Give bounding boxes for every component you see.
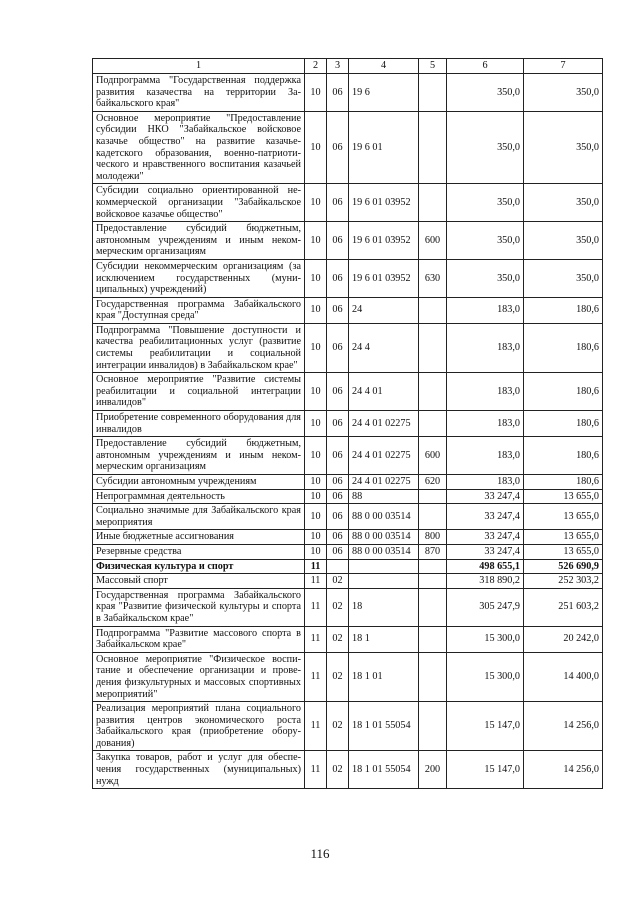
row-amount-year1: 33 247,4 bbox=[447, 530, 524, 545]
row-expense-type bbox=[419, 574, 447, 589]
row-amount-year1: 498 655,1 bbox=[447, 559, 524, 574]
row-target-article: 24 bbox=[349, 297, 419, 323]
row-name: Реализация мероприятий плана социального развития центров экономического роста Забайкальского края (приобретение оборудования) bbox=[93, 702, 305, 751]
row-expense-type: 630 bbox=[419, 259, 447, 297]
row-expense-type bbox=[419, 184, 447, 222]
row-amount-year2: 20 242,0 bbox=[524, 626, 603, 652]
row-section: 11 bbox=[305, 751, 327, 789]
table-row bbox=[93, 259, 603, 297]
row-target-article: 24 4 01 02275 bbox=[349, 437, 419, 475]
row-amount-year1: 350,0 bbox=[447, 222, 524, 260]
page-number: 116 bbox=[310, 846, 330, 861]
row-amount-year2: 350,0 bbox=[524, 259, 603, 297]
row-expense-type: 600 bbox=[419, 222, 447, 260]
row-section: 10 bbox=[305, 437, 327, 475]
row-amount-year1: 183,0 bbox=[447, 437, 524, 475]
table-row bbox=[93, 530, 603, 545]
row-expense-type: 600 bbox=[419, 437, 447, 475]
row-subsection: 06 bbox=[327, 475, 349, 490]
row-subsection: 06 bbox=[327, 411, 349, 437]
row-amount-year2: 350,0 bbox=[524, 222, 603, 260]
row-subsection: 02 bbox=[327, 574, 349, 589]
row-expense-type bbox=[419, 504, 447, 530]
row-subsection: 06 bbox=[327, 297, 349, 323]
row-target-article: 88 0 00 03514 bbox=[349, 504, 419, 530]
table-row bbox=[93, 504, 603, 530]
row-expense-type: 870 bbox=[419, 544, 447, 559]
row-target-article: 24 4 01 02275 bbox=[349, 475, 419, 490]
row-target-article: 88 0 00 03514 bbox=[349, 530, 419, 545]
row-section: 10 bbox=[305, 475, 327, 490]
row-section: 10 bbox=[305, 74, 327, 112]
row-subsection: 06 bbox=[327, 74, 349, 112]
budget-table bbox=[92, 58, 603, 789]
row-subsection: 06 bbox=[327, 530, 349, 545]
row-amount-year2: 180,6 bbox=[524, 323, 603, 372]
row-target-article: 19 6 01 03952 bbox=[349, 222, 419, 260]
row-amount-year1: 305 247,9 bbox=[447, 588, 524, 626]
row-expense-type bbox=[419, 652, 447, 701]
table-row bbox=[93, 222, 603, 260]
row-amount-year2: 13 655,0 bbox=[524, 504, 603, 530]
row-target-article: 18 1 01 55054 bbox=[349, 751, 419, 789]
table-row bbox=[93, 111, 603, 184]
row-name: Субсидии автономным учреждениям bbox=[93, 475, 305, 490]
row-amount-year2: 13 655,0 bbox=[524, 530, 603, 545]
row-amount-year1: 183,0 bbox=[447, 323, 524, 372]
row-expense-type: 200 bbox=[419, 751, 447, 789]
row-section: 11 bbox=[305, 559, 327, 574]
row-target-article: 24 4 01 02275 bbox=[349, 411, 419, 437]
row-target-article: 19 6 01 03952 bbox=[349, 184, 419, 222]
row-name: Основное мероприятие "Физическое воспитание и обеспечение организации и проведения физкультурных и массовых спортивных мероприятий" bbox=[93, 652, 305, 701]
row-amount-year2: 526 690,9 bbox=[524, 559, 603, 574]
row-expense-type bbox=[419, 297, 447, 323]
row-name: Иные бюджетные ассигнования bbox=[93, 530, 305, 545]
row-amount-year2: 180,6 bbox=[524, 437, 603, 475]
row-target-article: 88 0 00 03514 bbox=[349, 544, 419, 559]
row-name: Массовый спорт bbox=[93, 574, 305, 589]
row-name: Подпрограмма "Развитие массового спорта в Забайкальском крае" bbox=[93, 626, 305, 652]
row-subsection: 06 bbox=[327, 544, 349, 559]
row-amount-year1: 350,0 bbox=[447, 74, 524, 112]
row-section: 10 bbox=[305, 184, 327, 222]
header-cell: 6 bbox=[447, 59, 524, 74]
row-amount-year1: 183,0 bbox=[447, 411, 524, 437]
row-target-article: 19 6 01 bbox=[349, 111, 419, 184]
table-row bbox=[93, 574, 603, 589]
table-row bbox=[93, 652, 603, 701]
row-section: 10 bbox=[305, 504, 327, 530]
row-expense-type bbox=[419, 559, 447, 574]
row-section: 10 bbox=[305, 297, 327, 323]
row-amount-year2: 350,0 bbox=[524, 111, 603, 184]
header-cell: 1 bbox=[93, 59, 305, 74]
row-amount-year2: 13 655,0 bbox=[524, 489, 603, 504]
row-name: Субсидии социально ориентированной некоммерческой организации "Забайкальское войсковое казачье общество" bbox=[93, 184, 305, 222]
row-amount-year1: 350,0 bbox=[447, 259, 524, 297]
row-expense-type: 800 bbox=[419, 530, 447, 545]
row-subsection: 06 bbox=[327, 111, 349, 184]
row-name: Основное мероприятие "Развитие системы реабилитации и социальной интеграции инвалидов" bbox=[93, 373, 305, 411]
row-subsection: 06 bbox=[327, 184, 349, 222]
row-target-article: 18 1 bbox=[349, 626, 419, 652]
row-target-article: 18 1 01 55054 bbox=[349, 702, 419, 751]
row-amount-year1: 15 147,0 bbox=[447, 702, 524, 751]
table-row bbox=[93, 588, 603, 626]
row-target-article: 24 4 01 bbox=[349, 373, 419, 411]
row-name: Предоставление субсидий бюджетным, автономным учреждениям и иным некоммерческим организациям bbox=[93, 222, 305, 260]
table-row bbox=[93, 411, 603, 437]
row-subsection: 02 bbox=[327, 588, 349, 626]
row-amount-year2: 14 400,0 bbox=[524, 652, 603, 701]
row-subsection: 06 bbox=[327, 504, 349, 530]
row-expense-type: 620 bbox=[419, 475, 447, 490]
row-subsection: 02 bbox=[327, 751, 349, 789]
row-name: Непрограммная деятельность bbox=[93, 489, 305, 504]
row-subsection: 06 bbox=[327, 323, 349, 372]
row-amount-year1: 183,0 bbox=[447, 475, 524, 490]
header-row bbox=[93, 59, 603, 74]
row-amount-year2: 251 603,2 bbox=[524, 588, 603, 626]
row-expense-type bbox=[419, 111, 447, 184]
row-subsection: 06 bbox=[327, 437, 349, 475]
row-target-article: 88 bbox=[349, 489, 419, 504]
row-target-article: 19 6 01 03952 bbox=[349, 259, 419, 297]
row-expense-type bbox=[419, 588, 447, 626]
row-name: Государственная программа Забайкальского края "Развитие физической культуры и спорта в Забайкальском крае" bbox=[93, 588, 305, 626]
row-amount-year1: 318 890,2 bbox=[447, 574, 524, 589]
row-subsection: 06 bbox=[327, 489, 349, 504]
row-amount-year2: 14 256,0 bbox=[524, 751, 603, 789]
row-name: Подпрограмма "Государственная поддержка развития казачества на территории Забайкальского края" bbox=[93, 74, 305, 112]
row-subsection: 06 bbox=[327, 373, 349, 411]
row-section: 11 bbox=[305, 702, 327, 751]
row-target-article bbox=[349, 559, 419, 574]
row-expense-type bbox=[419, 74, 447, 112]
header-cell: 4 bbox=[349, 59, 419, 74]
row-expense-type bbox=[419, 489, 447, 504]
row-name: Государственная программа Забайкальского края "Доступная среда" bbox=[93, 297, 305, 323]
row-target-article: 18 bbox=[349, 588, 419, 626]
row-amount-year1: 183,0 bbox=[447, 373, 524, 411]
row-amount-year2: 14 256,0 bbox=[524, 702, 603, 751]
row-section: 10 bbox=[305, 373, 327, 411]
row-target-article: 24 4 bbox=[349, 323, 419, 372]
row-section: 11 bbox=[305, 588, 327, 626]
table-row bbox=[93, 74, 603, 112]
row-amount-year2: 180,6 bbox=[524, 411, 603, 437]
row-subsection bbox=[327, 559, 349, 574]
row-amount-year1: 33 247,4 bbox=[447, 489, 524, 504]
row-section: 10 bbox=[305, 259, 327, 297]
row-expense-type bbox=[419, 702, 447, 751]
row-amount-year1: 15 300,0 bbox=[447, 626, 524, 652]
row-amount-year1: 350,0 bbox=[447, 184, 524, 222]
table-row bbox=[93, 297, 603, 323]
row-amount-year1: 33 247,4 bbox=[447, 544, 524, 559]
row-amount-year2: 252 303,2 bbox=[524, 574, 603, 589]
header-cell: 5 bbox=[419, 59, 447, 74]
table-row bbox=[93, 702, 603, 751]
table-row bbox=[93, 544, 603, 559]
row-subsection: 02 bbox=[327, 626, 349, 652]
table-row bbox=[93, 475, 603, 490]
row-section: 10 bbox=[305, 111, 327, 184]
row-section: 10 bbox=[305, 323, 327, 372]
row-name: Резервные средства bbox=[93, 544, 305, 559]
row-section: 10 bbox=[305, 544, 327, 559]
row-expense-type bbox=[419, 626, 447, 652]
row-name: Субсидии некоммерческим организациям (за исключением государственных (муниципальных) учреждений) bbox=[93, 259, 305, 297]
table-row bbox=[93, 323, 603, 372]
table-row bbox=[93, 559, 603, 574]
row-amount-year1: 33 247,4 bbox=[447, 504, 524, 530]
row-expense-type bbox=[419, 373, 447, 411]
row-subsection: 06 bbox=[327, 259, 349, 297]
row-section: 10 bbox=[305, 530, 327, 545]
table-row bbox=[93, 626, 603, 652]
row-target-article: 19 6 bbox=[349, 74, 419, 112]
header-cell: 3 bbox=[327, 59, 349, 74]
row-subsection: 02 bbox=[327, 652, 349, 701]
row-amount-year2: 180,6 bbox=[524, 475, 603, 490]
row-name: Основное мероприятие "Предоставление субсидии НКО "Забайкальское войсковое казачье общество" на развитие казачье-кадетского образования, военно-патриотического и нравственного воспитания казачьей молодежи" bbox=[93, 111, 305, 184]
table-row bbox=[93, 751, 603, 789]
header-cell: 7 bbox=[524, 59, 603, 74]
row-name: Подпрограмма "Повышение доступности и качества реабилитационных услуг (развитие системы реабилитации и социальной интеграции инвалидов) в Забайкальском крае" bbox=[93, 323, 305, 372]
table-row bbox=[93, 437, 603, 475]
row-section: 10 bbox=[305, 411, 327, 437]
row-amount-year2: 350,0 bbox=[524, 74, 603, 112]
row-section: 11 bbox=[305, 626, 327, 652]
header-cell: 2 bbox=[305, 59, 327, 74]
row-name: Социально значимые для Забайкальского края мероприятия bbox=[93, 504, 305, 530]
row-amount-year2: 350,0 bbox=[524, 184, 603, 222]
row-subsection: 06 bbox=[327, 222, 349, 260]
row-amount-year1: 183,0 bbox=[447, 297, 524, 323]
row-section: 10 bbox=[305, 489, 327, 504]
row-name: Предоставление субсидий бюджетным, автономным учреждениям и иным некоммерческим организациям bbox=[93, 437, 305, 475]
row-amount-year1: 15 300,0 bbox=[447, 652, 524, 701]
row-amount-year2: 13 655,0 bbox=[524, 544, 603, 559]
table-row bbox=[93, 373, 603, 411]
row-target-article bbox=[349, 574, 419, 589]
row-section: 10 bbox=[305, 222, 327, 260]
row-name: Приобретение современного оборудования для инвалидов bbox=[93, 411, 305, 437]
row-section: 11 bbox=[305, 574, 327, 589]
table-row bbox=[93, 184, 603, 222]
row-section: 11 bbox=[305, 652, 327, 701]
row-subsection: 02 bbox=[327, 702, 349, 751]
row-name: Физическая культура и спорт bbox=[93, 559, 305, 574]
row-amount-year2: 180,6 bbox=[524, 297, 603, 323]
row-expense-type bbox=[419, 323, 447, 372]
row-target-article: 18 1 01 bbox=[349, 652, 419, 701]
row-amount-year1: 350,0 bbox=[447, 111, 524, 184]
row-amount-year2: 180,6 bbox=[524, 373, 603, 411]
table-row bbox=[93, 489, 603, 504]
row-amount-year1: 15 147,0 bbox=[447, 751, 524, 789]
row-name: Закупка товаров, работ и услуг для обеспечения государственных (муниципальных) нужд bbox=[93, 751, 305, 789]
row-expense-type bbox=[419, 411, 447, 437]
